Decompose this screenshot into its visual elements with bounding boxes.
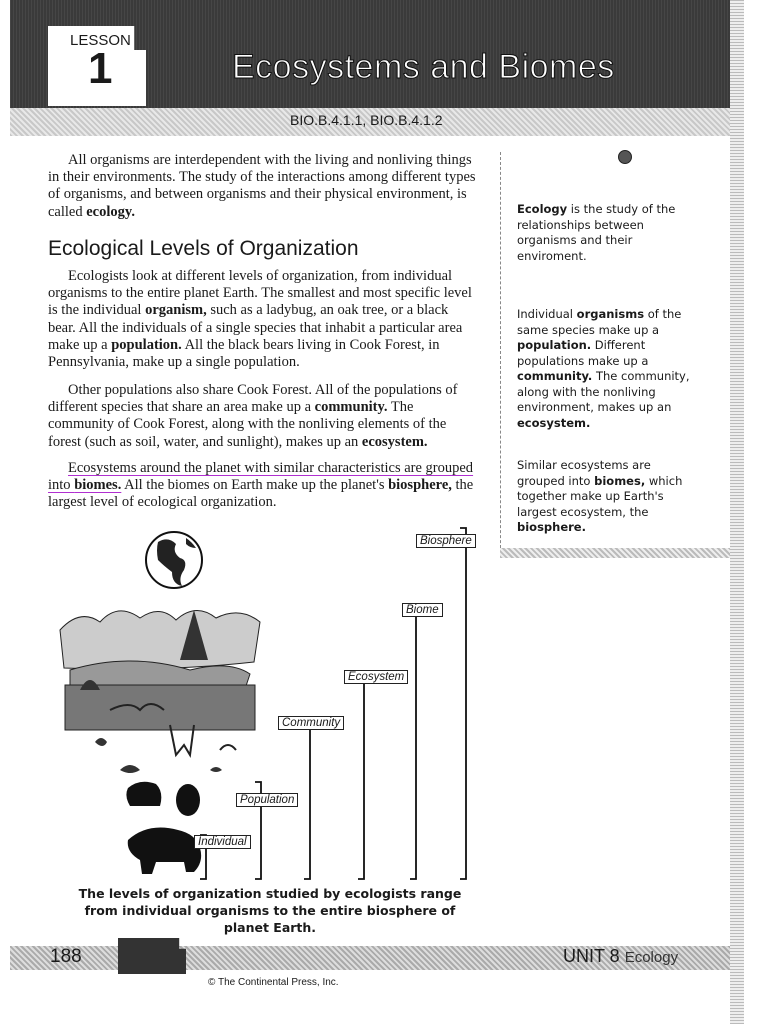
copyright: © The Continental Press, Inc. [208, 977, 339, 988]
paragraph-levels [48, 268, 478, 371]
note2-t3: community. [517, 369, 593, 383]
sidebar-bottom-band [500, 548, 730, 558]
p4-text-b: All the biomes on Earth make up the planet's [121, 477, 389, 494]
term-population: population. [111, 336, 182, 353]
unit-topic: Ecology [624, 949, 679, 966]
level-community: Community [278, 716, 344, 730]
p3-text-b: The community of Cook Forest, along with the nonliving elements of the forest (such as soil, water, and sunlight), makes up an [48, 399, 447, 450]
levels-figure [40, 520, 480, 880]
population-bears [126, 782, 200, 816]
unit-label [563, 946, 678, 967]
landscape-illustration [60, 610, 260, 730]
level-population: Population [236, 793, 298, 807]
term-biosphere: biosphere, [388, 477, 452, 494]
p4-text-a: Ecosystems around the planet with similar characteristics are grouped into [48, 460, 474, 494]
note1-term: Ecology [517, 202, 568, 216]
note2-t4: ecosystem. [517, 415, 591, 430]
note2-t1: organisms [576, 307, 645, 321]
note2-t2: population. [517, 338, 592, 352]
individual-bear [128, 828, 201, 874]
globe-icon [146, 532, 202, 588]
level-ecosystem: Ecosystem [344, 670, 408, 684]
page-title: Ecosystems and Biomes [232, 48, 615, 86]
level-biome: Biome [402, 603, 443, 617]
note1-text: is the study of the relationships between organisms and their enviroment. [517, 202, 676, 263]
p2-text-c: All the black bears living in Cook Forest, in Pennsylvania, make up a single population. [48, 336, 440, 371]
figure-caption: The levels of organization studied by ecologists range from individual organisms to the entire biosphere of planet Earth. [78, 886, 462, 935]
page-number: 188 [50, 946, 82, 967]
term-organism: organism, [145, 302, 207, 319]
paragraph-biomes [48, 460, 478, 512]
community-animals [95, 725, 236, 773]
section-heading: Ecological Levels of Organization [48, 237, 359, 260]
paragraph-community [48, 382, 478, 451]
standards-codes: BIO.B.4.1.1, BIO.B.4.1.2 [290, 112, 443, 128]
term-ecology: ecology. [86, 203, 135, 220]
note2-d: The community, along with the nonliving environment, makes up an [517, 369, 690, 414]
note3-b: which together make up Earth's largest ecosystem, the [517, 473, 683, 519]
p4-text-c: the largest level of ecological organization. [48, 477, 474, 511]
p3-text-a: Other populations also share Cook Forest. All of the populations of different species that share an area make up a [48, 382, 458, 416]
term-community: community. [314, 399, 388, 416]
note3-t1: biomes, [594, 473, 646, 488]
sidebar-note-biomes [517, 458, 697, 536]
sidebar-note-ecology [517, 202, 697, 264]
levels-illustration [40, 520, 480, 880]
term-biomes: biomes. [74, 477, 122, 494]
intro-text: All organisms are interdependent with the living and nonliving things in their environments. The study of the interactions among different types of organisms, and between organisms and their physical environment, is called [48, 152, 476, 220]
sidebar-note-levels [517, 307, 697, 431]
footer-tab [118, 938, 186, 974]
sidebar-notes [500, 152, 727, 558]
note2-c: Different populations make up a [517, 338, 649, 368]
note3-a: Similar ecosystems are grouped into [517, 458, 651, 488]
note2-b: of the same species make up a [517, 307, 682, 337]
unit-number: UNIT 8 [563, 946, 620, 966]
level-biosphere: Biosphere [416, 534, 476, 548]
term-ecosystem: ecosystem. [361, 433, 428, 450]
page-edge [730, 0, 744, 1024]
p2-text-a: Ecologists look at different levels of organization, from individual organisms to the entire planet Earth. The smallest and most specific level is the individual [48, 268, 472, 319]
p2-text-b: such as a ladybug, an oak tree, or a black bear. All the individuals of a single species that inhabit a particular area make up a [48, 302, 463, 353]
note3-t2: biosphere. [517, 520, 586, 534]
lesson-number: 1 [88, 44, 113, 93]
note2-a: Individual [517, 307, 577, 321]
lesson-label: LESSON [70, 32, 131, 49]
level-individual: Individual [194, 835, 251, 849]
intro-paragraph [48, 152, 478, 221]
